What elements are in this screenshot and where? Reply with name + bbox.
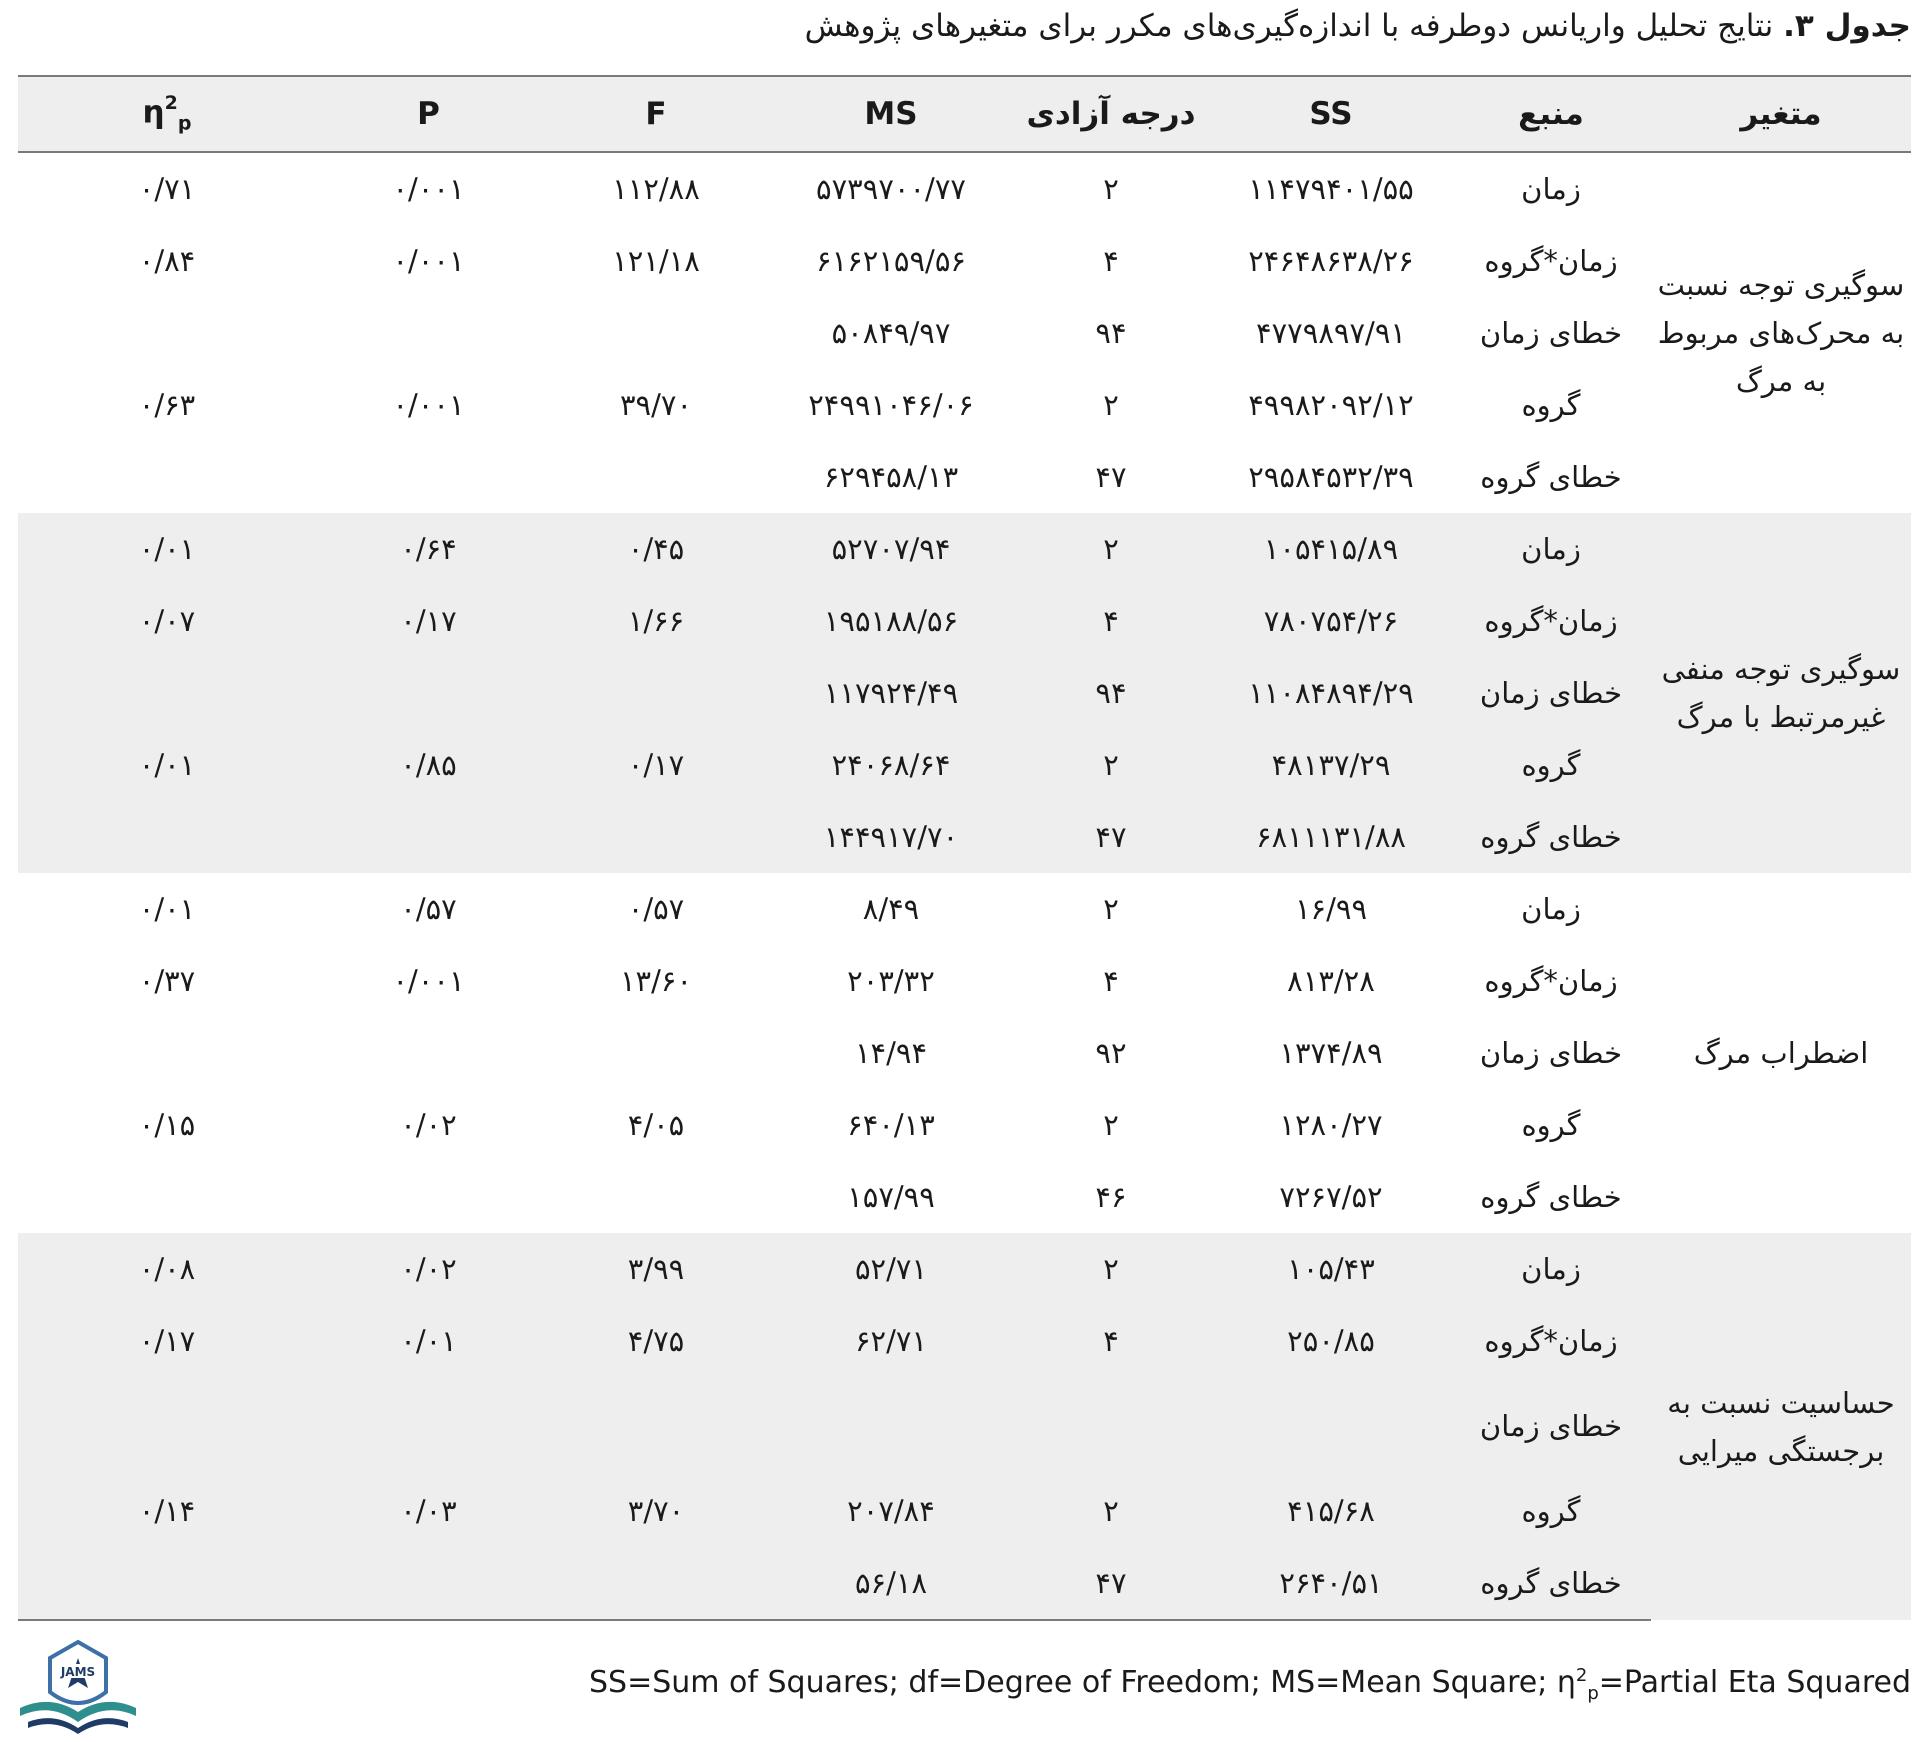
cell-p: ۰/۱۷ <box>316 585 541 657</box>
cell-source: خطای زمان <box>1479 316 1623 350</box>
cell-ss: ۷۸۰۷۵۴/۲۶ <box>1211 585 1451 657</box>
cell-f: ۴/۷۵ <box>541 1305 771 1377</box>
cell-df <box>1011 1377 1211 1475</box>
cell-df: ۴۷ <box>1011 801 1211 873</box>
cell-df: ۲ <box>1103 1108 1119 1142</box>
cell-p <box>316 1017 541 1089</box>
cell-source: خطای زمان <box>1451 657 1651 729</box>
cell-p: ۰/۰۲ <box>316 1233 541 1305</box>
table-row <box>18 1547 1911 1620</box>
cell-ss: ۷۲۶۷/۵۲ <box>1279 1180 1383 1214</box>
cell-df: ۴۷ <box>1011 1547 1211 1620</box>
cell-source: خطای گروه <box>1480 1180 1622 1214</box>
cell-ms: ۱۱۷۹۲۴/۴۹ <box>771 657 1011 729</box>
cell-p: ۰/۰۰۱ <box>392 388 465 422</box>
header-eta <box>18 76 316 152</box>
footnote-sup: 2 <box>1575 1665 1588 1686</box>
cell-p <box>316 801 541 873</box>
cell-f: ۱۱۲/۸۸ <box>612 172 700 206</box>
cell-ss: ۴۹۹۸۲۰۹۲/۱۲ <box>1248 388 1414 422</box>
table-row <box>18 441 1911 513</box>
eta-sub: p <box>177 112 192 135</box>
cell-p <box>316 1377 541 1475</box>
cell-source: خطای گروه <box>1451 801 1651 873</box>
cell-p: ۰/۸۵ <box>316 729 541 801</box>
cell-p: ۰/۰۰۱ <box>392 964 465 998</box>
table-row <box>18 657 1911 729</box>
table-footnote <box>589 1665 1911 1704</box>
cell-eta: ۰/۳۷ <box>138 964 196 998</box>
cell-ms: ۶۲/۷۱ <box>771 1305 1011 1377</box>
journal-logo-icon <box>14 1636 142 1736</box>
cell-p: ۰/۰۳ <box>316 1475 541 1547</box>
cell-f <box>541 801 771 873</box>
cell-eta: ۰/۰۷ <box>18 585 316 657</box>
cell-eta: ۰/۰۱ <box>18 513 316 585</box>
footnote-text: SS=Sum of Squares; df=Degree of Freedom; MS=Mean Square; η <box>589 1665 1576 1700</box>
cell-ms <box>771 1377 1011 1475</box>
cell-source: زمان*گروه <box>1484 964 1618 998</box>
cell-source: زمان <box>1521 892 1581 926</box>
cell-eta: ۰/۰۸ <box>18 1233 316 1305</box>
cell-p: ۰/۰۲ <box>400 1108 457 1142</box>
cell-df: ۴ <box>1011 1305 1211 1377</box>
caption-text: نتایج تحلیل واریانس دوطرفه با اندازه‌گیری‌های مکرر برای متغیرهای پژوهش <box>804 8 1784 44</box>
cell-df: ۲ <box>1011 1475 1211 1547</box>
cell-p <box>316 1161 541 1233</box>
table-row <box>18 1233 1911 1305</box>
cell-ms: ۵۲/۷۱ <box>771 1233 1011 1305</box>
cell-ss: ۴۸۱۳۷/۲۹ <box>1211 729 1451 801</box>
cell-p <box>316 1547 541 1620</box>
cell-df: ۴ <box>1103 244 1119 278</box>
cell-eta: ۰/۱۵ <box>138 1108 196 1142</box>
cell-ss: ۱۶/۹۹ <box>1294 892 1368 926</box>
cell-ss <box>1211 1377 1451 1475</box>
table-row <box>18 1161 1911 1233</box>
cell-source: زمان <box>1451 1233 1651 1305</box>
cell-source: زمان*گروه <box>1484 244 1618 278</box>
cell-ss: ۴۷۷۹۸۹۷/۹۱ <box>1256 316 1406 350</box>
table-row <box>18 1377 1911 1475</box>
variable-name <box>1651 152 1911 513</box>
variable-group <box>18 1233 1911 1620</box>
cell-p <box>316 441 541 513</box>
variable-name-line: برجستگی میرایی <box>1677 1433 1885 1468</box>
variable-group <box>18 873 1911 1233</box>
cell-eta <box>18 1547 316 1620</box>
cell-ss: ۱۰۵/۴۳ <box>1211 1233 1451 1305</box>
cell-df: ۲ <box>1011 729 1211 801</box>
cell-ms: ۶۲۹۴۵۸/۱۳ <box>823 460 959 494</box>
cell-ms: ۵۶/۱۸ <box>771 1547 1011 1620</box>
cell-eta <box>18 297 316 369</box>
cell-source: گروه <box>1451 729 1651 801</box>
cell-ms: ۵۲۷۰۷/۹۴ <box>771 513 1011 585</box>
cell-f <box>541 1017 771 1089</box>
table-row <box>18 1017 1911 1089</box>
variable-group <box>18 152 1911 513</box>
variable-name <box>1651 513 1911 873</box>
cell-ms: ۱۵۷/۹۹ <box>847 1180 935 1214</box>
cell-eta <box>18 657 316 729</box>
cell-source: زمان <box>1521 172 1581 206</box>
cell-ss: ۲۴۶۴۸۶۳۸/۲۶ <box>1248 244 1414 278</box>
eta-sup: 2 <box>164 91 178 114</box>
cell-ms: ۸/۴۹ <box>862 892 920 926</box>
cell-ms: ۶۱۶۲۱۵۹/۵۶ <box>816 244 966 278</box>
table-header <box>18 76 1911 152</box>
table-row <box>18 1475 1911 1547</box>
cell-ms: ۱۴/۹۴ <box>854 1036 928 1070</box>
cell-ss: ۱۳۷۴/۸۹ <box>1279 1036 1383 1070</box>
header-variable: متغیر <box>1651 76 1911 152</box>
cell-ms: ۲۴۰۶۸/۶۴ <box>771 729 1011 801</box>
cell-ss: ۸۱۳/۲۸ <box>1287 964 1375 998</box>
cell-f: ۰/۵۷ <box>627 892 685 926</box>
header-ss: SS <box>1211 76 1451 152</box>
table-caption <box>18 4 1911 48</box>
table-row <box>18 225 1911 297</box>
cell-eta <box>18 1017 316 1089</box>
table-row <box>18 152 1911 225</box>
cell-df: ۴ <box>1103 964 1119 998</box>
cell-df: ۴ <box>1011 585 1211 657</box>
cell-df: ۲ <box>1103 388 1119 422</box>
cell-df: ۴۷ <box>1095 460 1127 494</box>
cell-ms: ۵۰۸۴۹/۹۷ <box>831 316 951 350</box>
cell-f <box>541 441 771 513</box>
cell-f: ۰/۴۵ <box>541 513 771 585</box>
table-row <box>18 297 1911 369</box>
cell-eta <box>18 441 316 513</box>
table-row <box>18 369 1911 441</box>
cell-ss: ۲۹۵۸۴۵۳۲/۳۹ <box>1248 460 1414 494</box>
cell-f <box>541 1161 771 1233</box>
cell-ss: ۴۱۵/۶۸ <box>1211 1475 1451 1547</box>
cell-ms: ۲۴۹۹۱۰۴۶/۰۶ <box>808 388 974 422</box>
cell-source: زمان <box>1451 513 1651 585</box>
logo-text: JAMS <box>60 1665 96 1679</box>
cell-ss: ۱۱۴۷۹۴۰۱/۵۵ <box>1248 172 1414 206</box>
cell-f: ۱/۶۶ <box>541 585 771 657</box>
cell-ms: ۲۰۳/۳۲ <box>847 964 935 998</box>
cell-ms: ۵۷۳۹۷۰۰/۷۷ <box>816 172 966 206</box>
cell-source: خطای زمان <box>1479 1036 1623 1070</box>
cell-f <box>541 1377 771 1475</box>
cell-f: ۱۲۱/۱۸ <box>612 244 700 278</box>
cell-ms: ۲۰۷/۸۴ <box>771 1475 1011 1547</box>
cell-f <box>541 297 771 369</box>
cell-df: ۴۶ <box>1095 1180 1127 1214</box>
cell-ss: ۲۵۰/۸۵ <box>1211 1305 1451 1377</box>
cell-f: ۴/۰۵ <box>627 1108 685 1142</box>
cell-df: ۲ <box>1103 892 1119 926</box>
cell-df: ۲ <box>1103 172 1119 206</box>
header-df: درجه آزادی <box>1011 76 1211 152</box>
header-source: منبع <box>1451 76 1651 152</box>
cell-eta <box>18 1161 316 1233</box>
cell-ms: ۱۴۴۹۱۷/۷۰ <box>771 801 1011 873</box>
header-ms: MS <box>771 76 1011 152</box>
cell-eta: ۰/۶۳ <box>138 388 196 422</box>
cell-ss: ۱۰۵۴۱۵/۸۹ <box>1211 513 1451 585</box>
variable-name <box>1651 873 1911 1233</box>
anova-table <box>18 75 1911 1621</box>
cell-eta: ۰/۱۴ <box>18 1475 316 1547</box>
cell-source: گروه <box>1521 1108 1581 1142</box>
header-f: F <box>541 76 771 152</box>
variable-group <box>18 513 1911 873</box>
cell-source: گروه <box>1521 388 1581 422</box>
cell-df: ۲ <box>1011 1233 1211 1305</box>
table-row <box>18 801 1911 873</box>
variable-name-line: به محرک‌های مربوط <box>1657 316 1905 350</box>
cell-source: خطای زمان <box>1451 1377 1651 1475</box>
cell-eta <box>18 1377 316 1475</box>
table-row <box>18 729 1911 801</box>
table-row <box>18 1089 1911 1161</box>
cell-p <box>316 297 541 369</box>
footnote-sub: p <box>1587 1683 1599 1704</box>
cell-eta: ۰/۷۱ <box>138 172 196 206</box>
cell-source: گروه <box>1451 1475 1651 1547</box>
cell-df: ۲ <box>1011 513 1211 585</box>
cell-source: خطای گروه <box>1451 1547 1651 1620</box>
variable-name-line: اضطراب مرگ <box>1693 1036 1869 1070</box>
variable-name-line: حساسیت نسبت به <box>1667 1385 1895 1420</box>
header-p: P <box>316 76 541 152</box>
cell-source: زمان*گروه <box>1451 1305 1651 1377</box>
cell-source: خطای گروه <box>1480 460 1622 494</box>
cell-f: ۰/۱۷ <box>541 729 771 801</box>
cell-ss: ۲۶۴۰/۵۱ <box>1211 1547 1451 1620</box>
cell-p: ۰/۰۰۱ <box>392 172 465 206</box>
cell-f: ۳/۷۰ <box>541 1475 771 1547</box>
cell-source: زمان*گروه <box>1451 585 1651 657</box>
cell-f <box>541 657 771 729</box>
cell-eta <box>18 801 316 873</box>
cell-ss: ۶۸۱۱۱۳۱/۸۸ <box>1211 801 1451 873</box>
cell-eta: ۰/۰۱ <box>138 892 196 926</box>
cell-f: ۳/۹۹ <box>541 1233 771 1305</box>
table-row <box>18 1305 1911 1377</box>
variable-name-line: غیرمرتبط با مرگ <box>1676 700 1886 734</box>
variable-name-line: سوگیری توجه منفی <box>1661 652 1901 686</box>
cell-p <box>316 657 541 729</box>
cell-ms: ۱۹۵۱۸۸/۵۶ <box>771 585 1011 657</box>
table-row <box>18 513 1911 585</box>
table-row <box>18 945 1911 1017</box>
eta-symbol: η <box>142 94 165 131</box>
cell-ms: ۶۴۰/۱۳ <box>847 1108 935 1142</box>
cell-eta: ۰/۱۷ <box>18 1305 316 1377</box>
variable-name <box>1651 1233 1911 1620</box>
variable-name-line: سوگیری توجه نسبت <box>1657 268 1905 302</box>
caption-label: جدول ۳. <box>1783 8 1911 44</box>
cell-f <box>541 1547 771 1620</box>
cell-p: ۰/۰۰۱ <box>392 244 465 278</box>
cell-f: ۳۹/۷۰ <box>619 388 693 422</box>
table-row <box>18 873 1911 945</box>
cell-p: ۰/۶۴ <box>316 513 541 585</box>
cell-p: ۰/۰۱ <box>316 1305 541 1377</box>
cell-ss: ۱۲۸۰/۲۷ <box>1279 1108 1383 1142</box>
cell-eta: ۰/۰۱ <box>18 729 316 801</box>
table-row <box>18 585 1911 657</box>
cell-f: ۱۳/۶۰ <box>619 964 693 998</box>
cell-ss: ۱۱۰۸۴۸۹۴/۲۹ <box>1211 657 1451 729</box>
cell-df: ۹۴ <box>1011 657 1211 729</box>
footnote-text-2: =Partial Eta Squared <box>1598 1665 1911 1700</box>
cell-eta: ۰/۸۴ <box>138 244 196 278</box>
cell-df: ۹۴ <box>1095 316 1127 350</box>
cell-p: ۰/۵۷ <box>400 892 457 926</box>
variable-name-line: به مرگ <box>1735 364 1827 398</box>
cell-df: ۹۲ <box>1095 1036 1127 1070</box>
